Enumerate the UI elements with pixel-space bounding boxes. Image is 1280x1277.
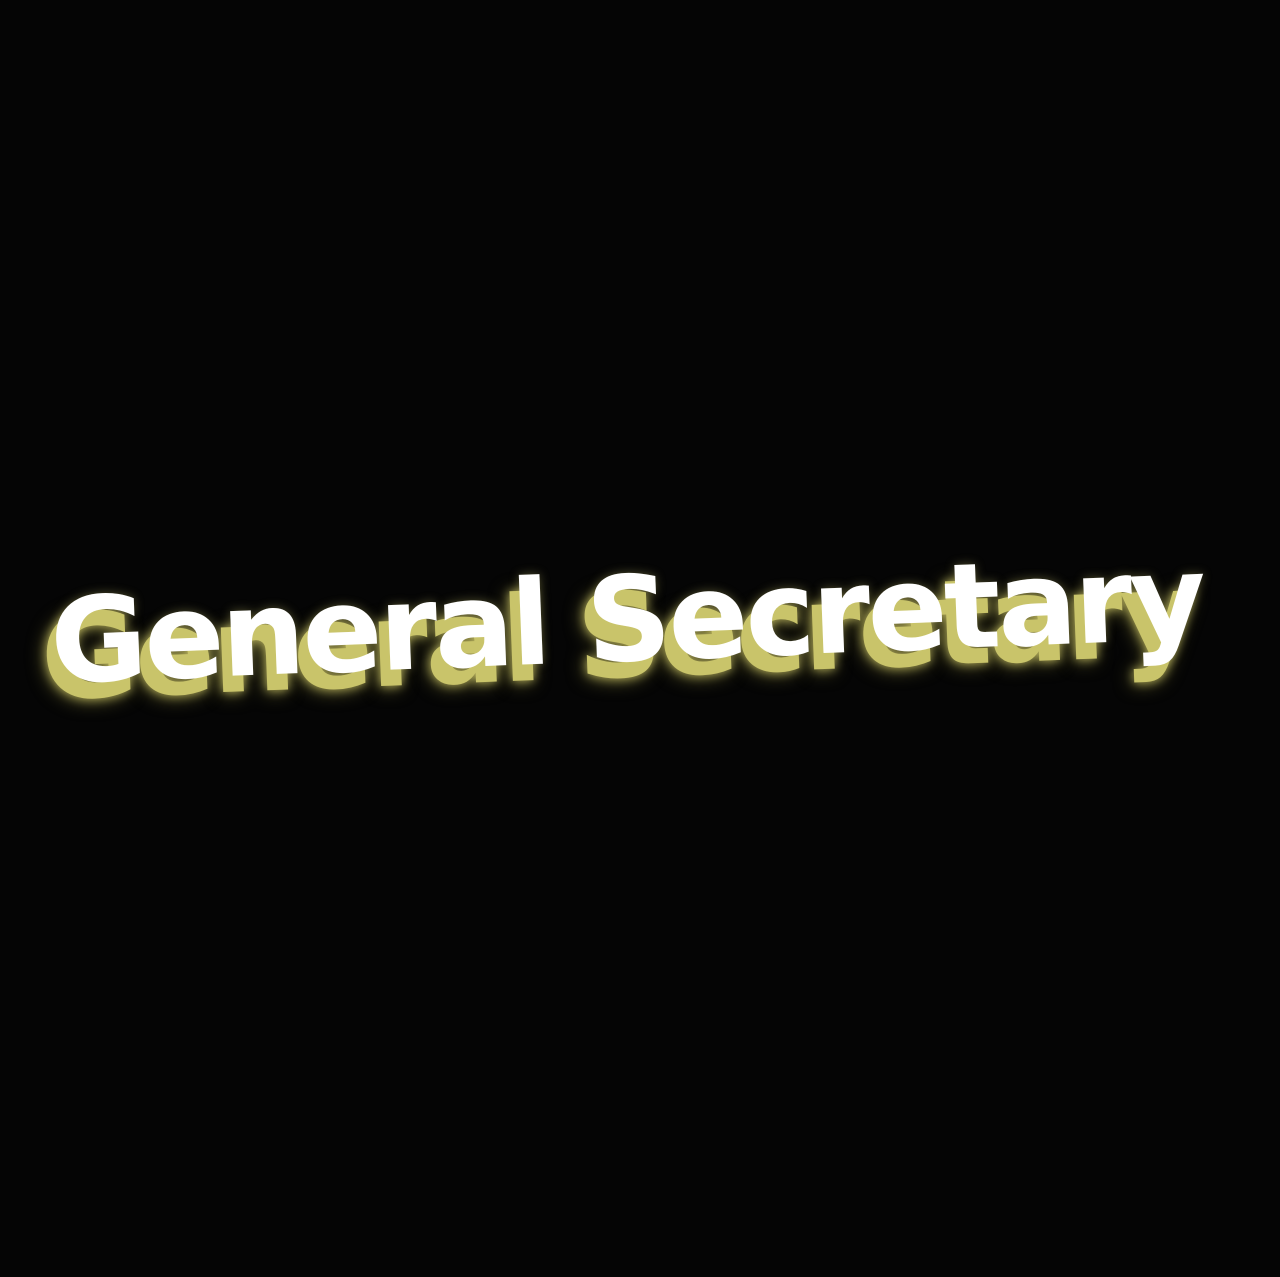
title-text: General Secretary bbox=[47, 528, 1206, 711]
